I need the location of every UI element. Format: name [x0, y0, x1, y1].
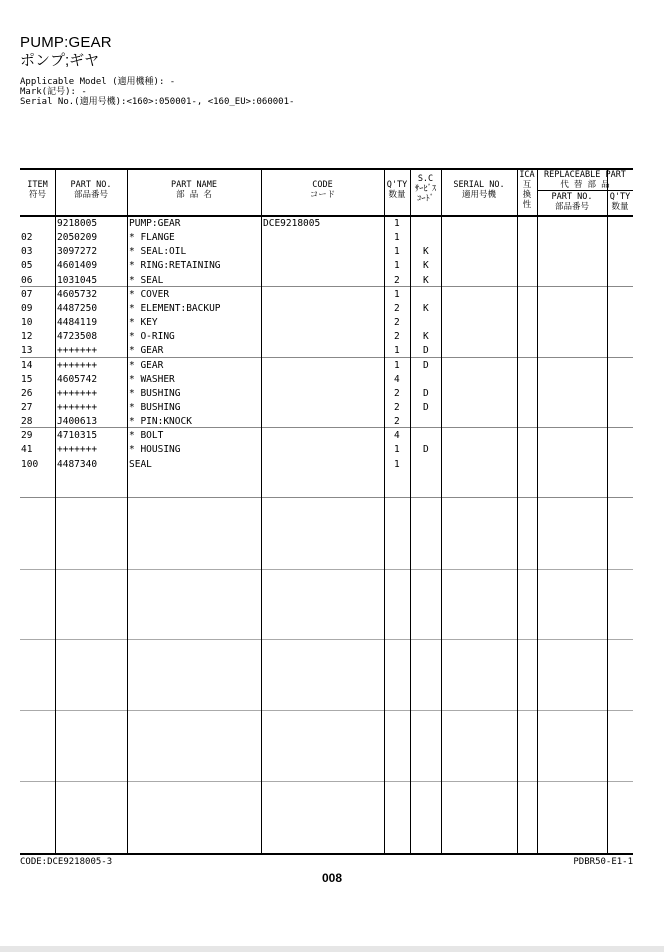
cell-service-code: D [423, 387, 429, 399]
header-line: ITEM [27, 180, 48, 190]
cell-part-no: 4601409 [57, 260, 98, 272]
col-header-replaceable [537, 170, 633, 190]
cell-part-no: J400613 [57, 416, 98, 428]
header-line: Q'TY [609, 192, 631, 202]
cell-item: 28 [21, 416, 33, 428]
header-line: 互 [522, 180, 532, 190]
header-line: 換 [522, 190, 532, 200]
page-number: 008 [321, 871, 343, 885]
header-line: ICA [519, 170, 535, 180]
mark: Mark(記号): - [20, 87, 87, 97]
blank-separator [20, 710, 633, 711]
cell-item: 12 [21, 331, 33, 343]
header-line: 符号 [28, 190, 46, 200]
cell-qty: 1 [394, 288, 400, 300]
header-line: コード [309, 190, 336, 200]
header-line: 代 替 部 品 [560, 180, 610, 190]
cell-code: DCE9218005 [263, 218, 321, 229]
cell-qty: 2 [394, 402, 400, 413]
cell-item: 03 [21, 246, 33, 258]
header-line: ｻｰﾋﾞｽ [414, 184, 437, 194]
cell-item: 13 [21, 345, 33, 357]
cell-item: 27 [21, 402, 33, 413]
column-divider [607, 168, 608, 853]
row-separator [20, 427, 633, 428]
cell-part-no: 9218005 [57, 218, 98, 229]
page-title: PUMP:GEAR [20, 34, 112, 51]
serial-range: Serial No.(適用号機):<160>:050001-, <160_EU>:060001- [20, 97, 295, 107]
cell-qty: 2 [394, 274, 400, 286]
col-header-serial-no [441, 180, 517, 200]
cell-item: 06 [21, 274, 33, 286]
col-header-qty [384, 180, 410, 200]
cell-item: 14 [21, 359, 33, 371]
header-line: 部品番号 [73, 190, 108, 200]
column-divider [384, 168, 385, 853]
cell-item: 10 [21, 317, 33, 329]
cell-part-name: PUMP:GEAR [129, 218, 181, 229]
cell-part-name: * BUSHING [129, 387, 181, 399]
cell-service-code: D [423, 402, 429, 413]
cell-item: 100 [21, 458, 39, 470]
cell-part-no: 2050209 [57, 232, 98, 244]
header-line: 性 [522, 200, 532, 210]
cell-part-name: * KEY [129, 317, 158, 329]
cell-qty: 4 [394, 373, 400, 385]
col-header-part-no [55, 180, 127, 200]
column-divider [410, 168, 411, 853]
cell-service-code: K [423, 274, 429, 286]
cell-service-code: D [423, 345, 429, 357]
cell-part-no: 4605742 [57, 373, 98, 385]
cell-qty: 1 [394, 359, 400, 371]
cell-part-no: +++++++ [57, 402, 98, 413]
cell-qty: 1 [394, 458, 400, 470]
cell-part-no: 4723508 [57, 331, 98, 343]
cell-part-name: * BOLT [129, 430, 164, 442]
header-line: PART NO. [70, 180, 112, 190]
row-separator [20, 286, 633, 287]
cell-qty: 1 [394, 246, 400, 258]
header-line: S.C [417, 174, 434, 184]
col-header-part-name [127, 180, 261, 200]
cell-part-name: * RING:RETAINING [129, 260, 221, 272]
cell-qty: 2 [394, 302, 400, 314]
cell-part-name: * FLANGE [129, 232, 175, 244]
cell-service-code: K [423, 260, 429, 272]
column-divider [517, 168, 518, 853]
cell-qty: 1 [394, 218, 400, 229]
col-header-rep-qty [607, 192, 633, 212]
cell-item: 02 [21, 232, 33, 244]
applicable-model: Applicable Model (適用機種): - [20, 77, 176, 87]
cell-part-no: 4487250 [57, 302, 98, 314]
cell-item: 05 [21, 260, 33, 272]
cell-part-name: * WASHER [129, 373, 175, 385]
cell-service-code: K [423, 246, 429, 258]
cell-item: 07 [21, 288, 33, 300]
cell-part-no: +++++++ [57, 387, 98, 399]
blank-separator [20, 639, 633, 640]
cell-part-no: +++++++ [57, 359, 98, 371]
cell-part-no: +++++++ [57, 444, 98, 456]
header-line: 部 品 名 [176, 190, 212, 200]
cell-part-no: 4487340 [57, 458, 98, 470]
cell-part-name: * COVER [129, 288, 170, 300]
cell-item: 26 [21, 387, 33, 399]
cell-qty: 1 [394, 444, 400, 456]
header-line: SERIAL NO. [453, 180, 505, 190]
cell-part-name: * SEAL [129, 274, 164, 286]
cell-item: 41 [21, 444, 33, 456]
cell-part-no: 3097272 [57, 246, 98, 258]
cell-part-name: * BUSHING [129, 402, 181, 413]
cell-item: 09 [21, 302, 33, 314]
col-header-item [20, 180, 55, 200]
row-separator [20, 357, 633, 358]
cell-service-code: D [423, 359, 429, 371]
replaceable-subheader-line [537, 190, 633, 191]
footer-doc-id: PDBR50-E1-1 [573, 857, 633, 867]
cell-qty: 1 [394, 232, 400, 244]
blank-separator [20, 781, 633, 782]
table-bottom-border [20, 853, 633, 855]
column-divider [261, 168, 262, 853]
blank-separator [20, 569, 633, 570]
col-header-service-code [410, 174, 441, 204]
cell-qty: 1 [394, 345, 400, 357]
header-line: ｺｰﾄﾞ [416, 194, 434, 204]
cell-part-no: 1031045 [57, 274, 98, 286]
col-header-ica [517, 170, 537, 210]
col-header-rep-part-no [537, 192, 607, 212]
cell-part-name: * SEAL:OIL [129, 246, 187, 258]
cell-service-code: K [423, 331, 429, 343]
header-line: CODE [312, 180, 333, 190]
header-line: 部品番号 [554, 202, 589, 212]
cell-part-no: +++++++ [57, 345, 98, 357]
cell-qty: 4 [394, 430, 400, 442]
header-line: PART NO. [551, 192, 593, 202]
page-edge [0, 946, 664, 952]
cell-part-name: SEAL [129, 458, 152, 470]
cell-part-no: 4710315 [57, 430, 98, 442]
cell-item: 29 [21, 430, 33, 442]
cell-part-no: 4484119 [57, 317, 98, 329]
cell-service-code: K [423, 302, 429, 314]
footer-code: CODE:DCE9218005-3 [20, 857, 113, 867]
cell-part-no: 4605732 [57, 288, 98, 300]
cell-qty: 2 [394, 416, 400, 428]
header-line: REPLACEABLE PART [544, 170, 626, 180]
column-divider [127, 168, 128, 853]
header-bottom-border [20, 215, 633, 217]
header-line: 数量 [611, 202, 629, 212]
cell-qty: 2 [394, 331, 400, 343]
column-divider [55, 168, 56, 853]
col-header-code [261, 180, 384, 200]
page-title-japanese: ポンプ;ギヤ [20, 52, 100, 69]
cell-qty: 1 [394, 260, 400, 272]
cell-part-name: * ELEMENT:BACKUP [129, 302, 221, 314]
cell-part-name: * O-RING [129, 331, 175, 343]
column-divider [537, 168, 538, 853]
column-divider [441, 168, 442, 853]
header-line: 適用号機 [461, 190, 496, 200]
cell-item: 15 [21, 373, 33, 385]
cell-qty: 2 [394, 387, 400, 399]
cell-qty: 2 [394, 317, 400, 329]
header-line: 数量 [388, 190, 406, 200]
cell-part-name: * GEAR [129, 345, 164, 357]
header-line: Q'TY [386, 180, 408, 190]
cell-part-name: * PIN:KNOCK [129, 416, 192, 428]
cell-part-name: * HOUSING [129, 444, 181, 456]
header-line: PART NAME [170, 180, 218, 190]
row-separator [20, 497, 633, 498]
cell-service-code: D [423, 444, 429, 456]
cell-part-name: * GEAR [129, 359, 164, 371]
